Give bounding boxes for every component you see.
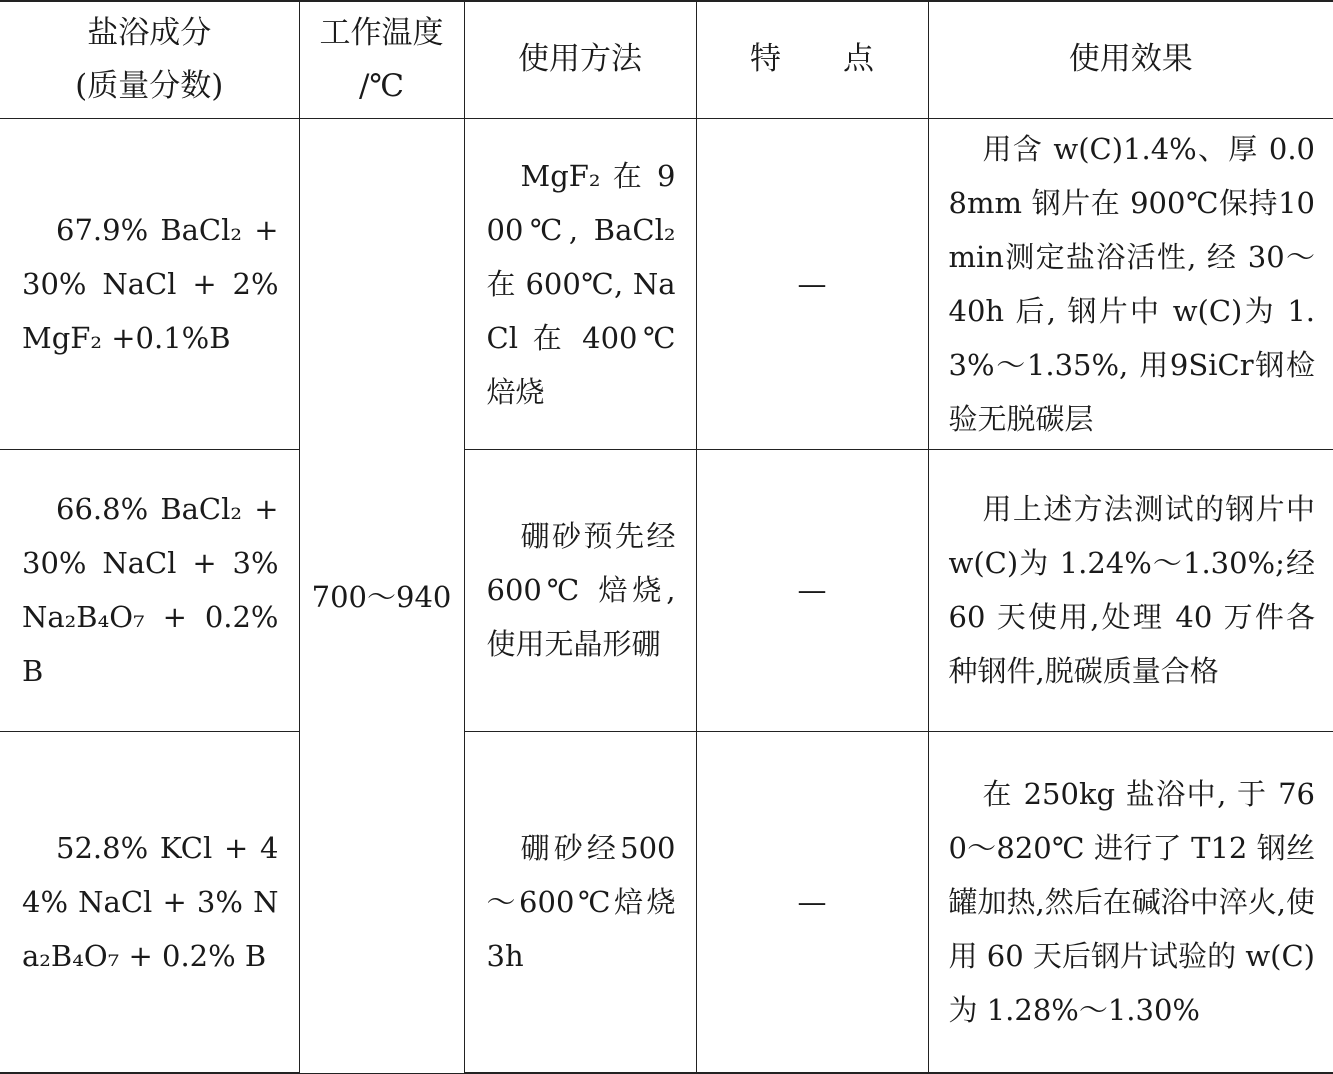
method-text: 硼砂预先经 600℃ 焙烧,使用无晶形硼 (486, 519, 676, 661)
composition-cell (0, 731, 299, 1073)
effect-text: 用上述方法测试的钢片中 w(C)为 1.24%～1.30%;经 60 天使用,处理 40 万件各种钢件,脱碳质量合格 (948, 492, 1315, 688)
effect-cell (928, 449, 1333, 731)
method-text: 硼砂经500～600℃焙烧3h (486, 830, 676, 973)
method-cell (464, 449, 696, 731)
features-cell (696, 731, 928, 1073)
header-features-label: 特 点 (750, 41, 874, 78)
composition-text: 52.8% KCl + 44% NaCl + 3% Na₂B₄O₇ + 0.2% B (22, 830, 279, 973)
features-text: — (797, 573, 827, 607)
effect-text: 在 250kg 盐浴中, 于 760～820℃ 进行了 T12 钢丝罐加热,然后在碱浴中淬火,使用 60 天后钢片试验的 w(C)为 1.28%～1.30% (948, 776, 1315, 1027)
composition-cell (0, 118, 299, 449)
effect-text: 用含 w(C)1.4%、厚 0.08mm 钢片在 900℃保持10min测定盐浴活性, 经 30～40h 后, 钢片中 w(C)为 1.3%～1.35%, 用9SiCr钢检验无脱碳层 (948, 131, 1315, 436)
header-temperature-line2: /℃ (358, 67, 405, 104)
effect-cell (928, 118, 1333, 449)
table-header-row (0, 1, 1333, 118)
composition-text: 66.8% BaCl₂ + 30% NaCl + 3% Na₂B₄O₇ + 0.2% B (22, 492, 279, 688)
method-text: MgF₂ 在 900℃, BaCl₂ 在 600℃, NaCl 在 400℃焙烧 (486, 158, 676, 409)
temperature-cell (299, 118, 464, 1073)
header-method (464, 1, 696, 118)
header-composition-line2: (质量分数) (75, 67, 224, 104)
header-composition-line1: 盐浴成分 (87, 14, 212, 51)
header-composition (0, 1, 299, 118)
table-row (0, 731, 1333, 1073)
header-temperature (299, 1, 464, 118)
header-effect (928, 1, 1333, 118)
header-method-label: 使用方法 (518, 41, 642, 78)
header-effect-label: 使用效果 (1068, 41, 1193, 78)
features-cell (696, 449, 928, 731)
features-text: — (797, 266, 827, 301)
method-cell (464, 731, 696, 1073)
composition-cell (0, 449, 299, 731)
features-cell (696, 118, 928, 449)
features-text: — (797, 884, 827, 919)
header-features (696, 1, 928, 118)
header-temperature-line1: 工作温度 (319, 14, 444, 51)
composition-text: 67.9% BaCl₂ + 30% NaCl + 2% MgF₂ +0.1%B (22, 212, 279, 355)
table-row (0, 449, 1333, 731)
method-cell (464, 118, 696, 449)
temperature-text: 700～940 (311, 580, 452, 614)
table-row (0, 118, 1333, 449)
effect-cell (928, 731, 1333, 1073)
